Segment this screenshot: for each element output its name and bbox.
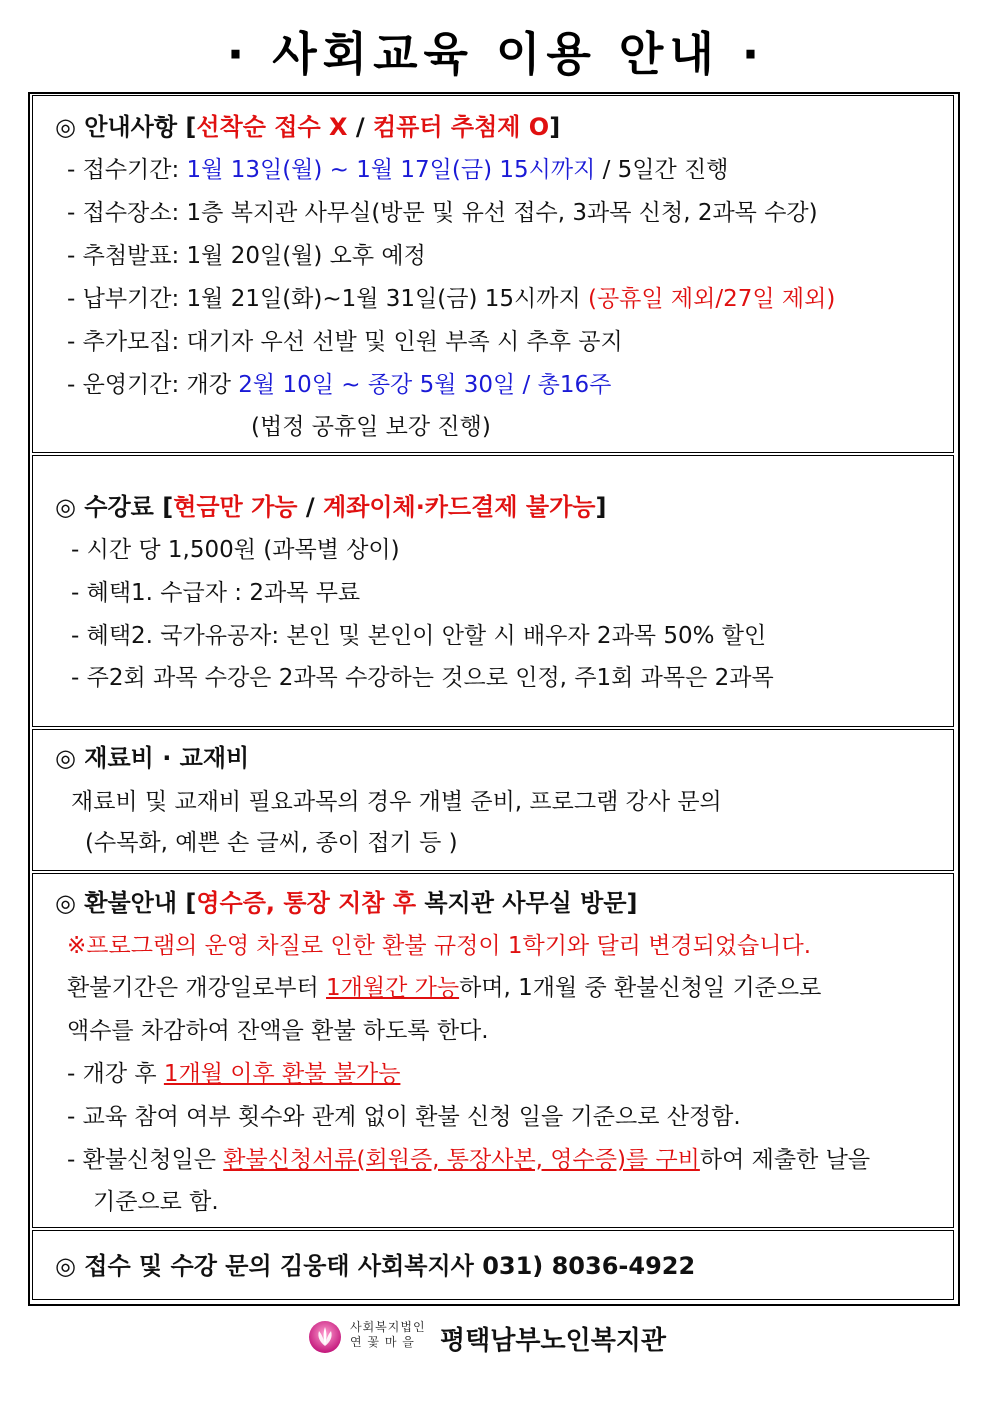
notice-heading-red1: 선착순 접수 X (196, 113, 348, 141)
notice-line-payment (67, 284, 835, 314)
period-dates: 1월 13일(월) ~ 1월 17일(금) 15시까지 (186, 157, 596, 183)
payment-label: - 납부기간: 1월 21일(화)~1월 31일(금) 15시까지 (67, 286, 588, 312)
section-notice (32, 95, 954, 453)
notice-heading-label: ◎ 안내사항 [ (55, 113, 197, 141)
fee-line-benefit2: - 혜택2. 국가유공자: 본인 및 본인이 안할 시 배우자 2과목 50% 할인 (71, 623, 767, 649)
refund-line-4: - 교육 참여 여부 횟수와 관계 없이 환불 신청 일을 기준으로 산정함. (67, 1104, 741, 1130)
section-contact (32, 1230, 954, 1300)
materials-line-1: 재료비 및 교재비 필요과목의 경우 개별 준비, 프로그램 강사 문의 (71, 789, 722, 815)
refund-line-2: 액수를 차감하여 잔액을 환불 하도록 한다. (67, 1018, 489, 1044)
operation-label: - 운영기간: 개강 (67, 372, 239, 398)
fee-heading (55, 492, 606, 522)
section-refund (32, 873, 954, 1228)
fee-heading-red1: 현금만 가능 (173, 493, 298, 521)
refund-line-5-a: - 환불신청일은 (67, 1147, 224, 1173)
refund-heading-label: ◎ 환불안내 [ (55, 889, 197, 917)
lotus-logo-icon (308, 1320, 342, 1354)
notice-line-operation (67, 370, 611, 400)
fee-line-weekly: - 주2회 과목 수강은 2과목 수강하는 것으로 인정, 주1회 과목은 2과목 (71, 665, 774, 691)
fee-line-hourly: - 시간 당 1,500원 (과목별 상이) (71, 537, 400, 563)
page-title: · 사회교육 이용 안내 · (226, 27, 766, 81)
fee-line-benefit1: - 혜택1. 수급자 : 2과목 무료 (71, 580, 361, 606)
period-duration: / 5일간 진행 (595, 157, 729, 183)
refund-period-highlight: 1개월간 가능 (326, 975, 460, 1001)
contact-line: ◎ 접수 및 수강 문의 김웅태 사회복지사 031) 8036-4922 (55, 1252, 696, 1280)
notice-line-period (67, 155, 728, 185)
notice-line-recruit: - 추가모집: 대기자 우선 선발 및 인원 부족 시 추후 공지 (67, 329, 623, 355)
refund-line-1-c: 하며, 1개월 중 환불신청일 기준으로 (459, 975, 822, 1001)
notice-line-place: - 접수장소: 1층 복지관 사무실(방문 및 유선 접수, 3과목 신청, 2과목 수강) (67, 200, 818, 226)
refund-line-3 (67, 1059, 400, 1089)
refund-heading-red: 영수증, 통장 지참 후 (196, 889, 417, 917)
refund-line-3-a: - 개강 후 (67, 1061, 164, 1087)
org-subtitle (350, 1320, 426, 1350)
org-subtitle-1: 사회복지법인 (350, 1320, 426, 1334)
refund-line-5-c: 하여 제출한 날을 (699, 1147, 871, 1173)
org-name: 평택남부노인복지관 (440, 1326, 667, 1356)
operation-dates: 2월 10일 ~ 종강 5월 30일 / 총16주 (238, 372, 612, 398)
refund-line-6: 기준으로 함. (93, 1189, 219, 1215)
refund-notice: ※프로그램의 운영 차질로 인한 환불 규정이 1학기와 달리 변경되었습니다. (67, 933, 812, 959)
materials-heading: ◎ 재료비 · 교재비 (55, 744, 250, 772)
refund-line-1-a: 환불기간은 개강일로부터 (67, 975, 327, 1001)
notice-line-announce: - 추첨발표: 1월 20일(월) 오후 예정 (67, 243, 426, 269)
notice-heading (55, 112, 560, 142)
notice-heading-sep: / (347, 113, 373, 141)
payment-exclusion: (공휴일 제외/27일 제외) (587, 286, 836, 312)
refund-line-1 (67, 973, 821, 1003)
materials-line-2: (수목화, 예쁜 손 글씨, 종이 접기 등 ) (85, 830, 458, 856)
fee-heading-sep: / (297, 493, 323, 521)
period-label: - 접수기간: (67, 157, 187, 183)
notice-heading-suffix: ] (549, 113, 561, 141)
section-materials (32, 729, 954, 871)
footer (0, 1318, 992, 1358)
refund-heading-rest: 복지관 사무실 방문] (416, 889, 638, 917)
refund-docs-highlight: 환불신청서류(회원증, 통장사본, 영수증)를 구비 (223, 1147, 700, 1173)
notice-line-makeup: (법정 공휴일 보강 진행) (251, 414, 491, 440)
org-subtitle-2: 연 꽃 마 을 (350, 1335, 415, 1349)
fee-heading-label: ◎ 수강료 [ (55, 493, 174, 521)
section-fee (32, 455, 954, 727)
refund-heading (55, 888, 638, 918)
fee-heading-red2: 계좌이체·카드결제 불가능 (322, 493, 596, 521)
fee-heading-suffix: ] (595, 493, 607, 521)
refund-impossible-highlight: 1개월 이후 환불 불가능 (163, 1061, 401, 1087)
notice-heading-red2: 컴퓨터 추첨제 O (372, 113, 550, 141)
refund-line-5 (67, 1145, 870, 1175)
